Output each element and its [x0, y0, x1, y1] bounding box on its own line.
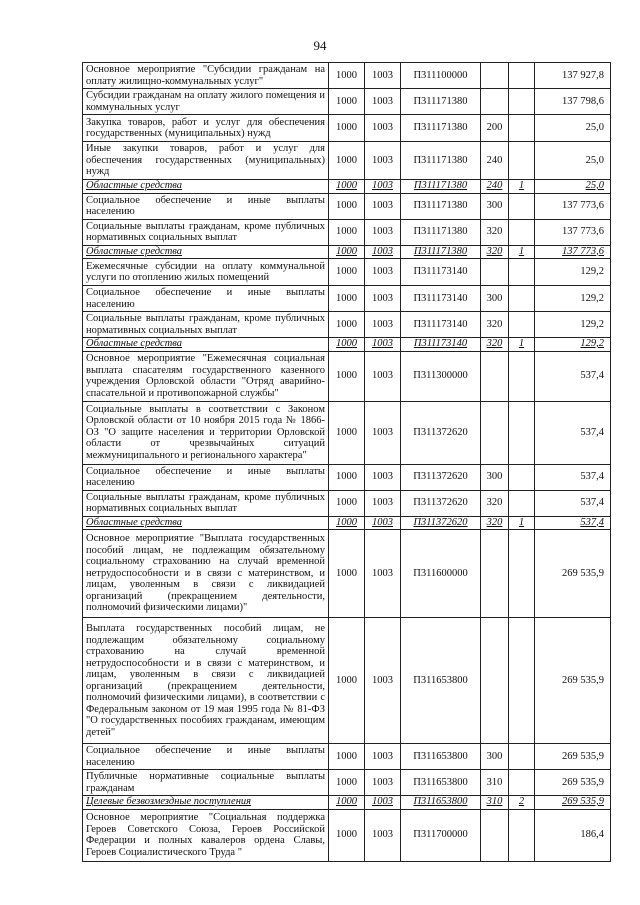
funding-source-cell	[509, 809, 535, 861]
subsection-cell: 1003	[365, 63, 401, 89]
funding-source-cell: 1	[509, 338, 535, 352]
expense-type-cell: 200	[481, 115, 509, 142]
funding-source-row	[83, 338, 611, 352]
item-name-cell: Основное мероприятие "Выплата государственных пособий лицам, не подлежащим обязательному социальному страхованию на случай временной нетрудоспособности и в связи с материнством, и лицам, уволенным в связи с ликвидацией организаций (прекращением деятельности, полномочий физическими лицами)"	[83, 530, 329, 618]
amount-cell: 537,4	[535, 401, 611, 464]
amount-cell: 137 773,6	[535, 245, 611, 259]
amount-cell: 129,2	[535, 312, 611, 338]
expense-type-cell	[481, 401, 509, 464]
subsection-cell: 1003	[365, 219, 401, 245]
funding-source-cell	[509, 490, 535, 516]
item-name-cell: Субсидии гражданам на оплату жилого помещения и коммунальных услуг	[83, 89, 329, 115]
amount-cell: 129,2	[535, 259, 611, 286]
table-row	[83, 142, 611, 180]
target-code-cell: П311171380	[401, 142, 481, 180]
table-row	[83, 401, 611, 464]
subsection-cell: 1003	[365, 351, 401, 401]
target-code-cell: П311372620	[401, 401, 481, 464]
target-code-cell: П311653800	[401, 618, 481, 744]
table-body	[83, 63, 611, 862]
funding-source-cell: 1	[509, 180, 535, 194]
item-name-cell: Социальные выплаты в соответствии с Законом Орловской области от 10 ноября 2015 года № 1866-ОЗ "О защите населения и территории Орловской области от чрезвычайных ситуаций межмуниципального и регионального характера"	[83, 401, 329, 464]
funding-source-cell	[509, 259, 535, 286]
funding-source-cell: 1	[509, 516, 535, 530]
expense-type-cell	[481, 89, 509, 115]
item-name-cell: Социальное обеспечение и иные выплаты населению	[83, 744, 329, 770]
target-code-cell: П311173140	[401, 259, 481, 286]
target-code-cell: П311372620	[401, 516, 481, 530]
section-cell: 1000	[329, 312, 365, 338]
target-code-cell: П311600000	[401, 530, 481, 618]
funding-source-cell	[509, 219, 535, 245]
amount-cell: 269 535,9	[535, 770, 611, 796]
item-name-cell: Социальное обеспечение и иные выплаты населению	[83, 193, 329, 219]
subsection-cell: 1003	[365, 89, 401, 115]
budget-table	[82, 62, 611, 862]
expense-type-cell: 320	[481, 245, 509, 259]
funding-source-cell	[509, 63, 535, 89]
subsection-cell: 1003	[365, 809, 401, 861]
funding-source-cell	[509, 193, 535, 219]
expense-type-cell: 320	[481, 338, 509, 352]
target-code-cell: П311171380	[401, 245, 481, 259]
section-cell: 1000	[329, 259, 365, 286]
amount-cell: 269 535,9	[535, 618, 611, 744]
funding-source-cell	[509, 770, 535, 796]
amount-cell: 137 927,8	[535, 63, 611, 89]
funding-source-cell	[509, 351, 535, 401]
expense-type-cell	[481, 351, 509, 401]
target-code-cell: П311700000	[401, 809, 481, 861]
item-name-cell: Социальное обеспечение и иные выплаты населению	[83, 464, 329, 490]
funding-source-cell	[509, 618, 535, 744]
amount-cell: 129,2	[535, 338, 611, 352]
funding-source-cell	[509, 744, 535, 770]
table-row	[83, 618, 611, 744]
amount-cell: 537,4	[535, 516, 611, 530]
expense-type-cell	[481, 618, 509, 744]
funding-source-cell: 2	[509, 796, 535, 810]
amount-cell: 537,4	[535, 464, 611, 490]
section-cell: 1000	[329, 193, 365, 219]
funding-source-cell	[509, 312, 535, 338]
table-row	[83, 351, 611, 401]
amount-cell: 186,4	[535, 809, 611, 861]
target-code-cell: П311300000	[401, 351, 481, 401]
section-cell: 1000	[329, 115, 365, 142]
subsection-cell: 1003	[365, 312, 401, 338]
section-cell: 1000	[329, 245, 365, 259]
target-code-cell: П311372620	[401, 464, 481, 490]
table-row	[83, 530, 611, 618]
subsection-cell: 1003	[365, 115, 401, 142]
table-row	[83, 89, 611, 115]
funding-source-row	[83, 516, 611, 530]
expense-type-cell: 240	[481, 180, 509, 194]
section-cell: 1000	[329, 286, 365, 312]
item-name-cell: Областные средства	[83, 516, 329, 530]
funding-source-cell	[509, 286, 535, 312]
expense-type-cell: 300	[481, 193, 509, 219]
table-row	[83, 312, 611, 338]
table-row	[83, 286, 611, 312]
amount-cell: 537,4	[535, 351, 611, 401]
expense-type-cell: 320	[481, 516, 509, 530]
funding-source-row	[83, 180, 611, 194]
table-row	[83, 219, 611, 245]
target-code-cell: П311173140	[401, 312, 481, 338]
expense-type-cell: 240	[481, 142, 509, 180]
funding-source-cell: 1	[509, 245, 535, 259]
section-cell: 1000	[329, 219, 365, 245]
table-row	[83, 770, 611, 796]
table-row	[83, 744, 611, 770]
section-cell: 1000	[329, 770, 365, 796]
subsection-cell: 1003	[365, 464, 401, 490]
section-cell: 1000	[329, 464, 365, 490]
page-number: 94	[313, 38, 327, 53]
table-row	[83, 809, 611, 861]
item-name-cell: Областные средства	[83, 245, 329, 259]
target-code-cell: П311173140	[401, 286, 481, 312]
item-name-cell: Социальные выплаты гражданам, кроме публичных нормативных социальных выплат	[83, 490, 329, 516]
expense-type-cell	[481, 63, 509, 89]
subsection-cell: 1003	[365, 142, 401, 180]
section-cell: 1000	[329, 89, 365, 115]
subsection-cell: 1003	[365, 286, 401, 312]
table-row	[83, 63, 611, 89]
target-code-cell: П311653800	[401, 744, 481, 770]
item-name-cell: Целевые безвозмездные поступления	[83, 796, 329, 810]
amount-cell: 269 535,9	[535, 530, 611, 618]
subsection-cell: 1003	[365, 744, 401, 770]
item-name-cell: Выплата государственных пособий лицам, не подлежащим обязательному социальному страхованию на случай временной нетрудоспособности и в связи с материнством, и лицам, уволенным в связи с ликвидацией организаций (прекращением деятельности, полномочий физическими лицами), в соответствии с Федеральным законом от 19 мая 1995 года № 81-ФЗ "О государственных пособиях гражданам, имеющим детей"	[83, 618, 329, 744]
item-name-cell: Социальные выплаты гражданам, кроме публичных нормативных социальных выплат	[83, 312, 329, 338]
expense-type-cell: 300	[481, 744, 509, 770]
amount-cell: 25,0	[535, 115, 611, 142]
amount-cell: 25,0	[535, 142, 611, 180]
subsection-cell: 1003	[365, 490, 401, 516]
subsection-cell: 1003	[365, 796, 401, 810]
funding-source-cell	[509, 464, 535, 490]
amount-cell: 129,2	[535, 286, 611, 312]
target-code-cell: П311171380	[401, 89, 481, 115]
amount-cell: 269 535,9	[535, 796, 611, 810]
funding-source-cell	[509, 89, 535, 115]
section-cell: 1000	[329, 516, 365, 530]
expense-type-cell: 310	[481, 770, 509, 796]
expense-type-cell: 300	[481, 286, 509, 312]
item-name-cell: Областные средства	[83, 338, 329, 352]
item-name-cell: Основное мероприятие "Социальная поддержка Героев Советского Союза, Героев Российской Федерации и полных кавалеров ордена Славы, Героев Социалистического Труда "	[83, 809, 329, 861]
subsection-cell: 1003	[365, 516, 401, 530]
amount-cell: 137 773,6	[535, 219, 611, 245]
subsection-cell: 1003	[365, 180, 401, 194]
table-row	[83, 259, 611, 286]
item-name-cell: Областные средства	[83, 180, 329, 194]
section-cell: 1000	[329, 338, 365, 352]
subsection-cell: 1003	[365, 530, 401, 618]
section-cell: 1000	[329, 796, 365, 810]
section-cell: 1000	[329, 618, 365, 744]
expense-type-cell: 320	[481, 490, 509, 516]
item-name-cell: Основное мероприятие "Ежемесячная социальная выплата спасателям государственного казенного учреждения Орловской области "Отряд аварийно-спасательной и противопожарной службы"	[83, 351, 329, 401]
expense-type-cell: 310	[481, 796, 509, 810]
amount-cell: 137 773,6	[535, 193, 611, 219]
item-name-cell: Иные закупки товаров, работ и услуг для обеспечения государственных (муниципальных) нужд	[83, 142, 329, 180]
expense-type-cell	[481, 530, 509, 618]
target-code-cell: П311100000	[401, 63, 481, 89]
section-cell: 1000	[329, 351, 365, 401]
amount-cell: 269 535,9	[535, 744, 611, 770]
funding-source-cell	[509, 530, 535, 618]
table-row	[83, 193, 611, 219]
funding-source-row	[83, 245, 611, 259]
funding-source-row	[83, 796, 611, 810]
target-code-cell: П311653800	[401, 770, 481, 796]
item-name-cell: Социальные выплаты гражданам, кроме публичных нормативных социальных выплат	[83, 219, 329, 245]
table-row	[83, 490, 611, 516]
target-code-cell: П311171380	[401, 219, 481, 245]
table-row	[83, 464, 611, 490]
funding-source-cell	[509, 115, 535, 142]
funding-source-cell	[509, 401, 535, 464]
expense-type-cell	[481, 259, 509, 286]
amount-cell: 137 798,6	[535, 89, 611, 115]
expense-type-cell	[481, 809, 509, 861]
section-cell: 1000	[329, 490, 365, 516]
section-cell: 1000	[329, 180, 365, 194]
subsection-cell: 1003	[365, 401, 401, 464]
expense-type-cell: 300	[481, 464, 509, 490]
item-name-cell: Основное мероприятие "Субсидии гражданам на оплату жилищно-коммунальных услуг"	[83, 63, 329, 89]
subsection-cell: 1003	[365, 618, 401, 744]
target-code-cell: П311171380	[401, 193, 481, 219]
item-name-cell: Закупка товаров, работ и услуг для обеспечения государственных (муниципальных) нужд	[83, 115, 329, 142]
amount-cell: 537,4	[535, 490, 611, 516]
section-cell: 1000	[329, 142, 365, 180]
expense-type-cell: 320	[481, 219, 509, 245]
target-code-cell: П311372620	[401, 490, 481, 516]
funding-source-cell	[509, 142, 535, 180]
section-cell: 1000	[329, 401, 365, 464]
table-row	[83, 115, 611, 142]
target-code-cell: П311171380	[401, 180, 481, 194]
item-name-cell: Публичные нормативные социальные выплаты гражданам	[83, 770, 329, 796]
subsection-cell: 1003	[365, 770, 401, 796]
target-code-cell: П311173140	[401, 338, 481, 352]
target-code-cell: П311171380	[401, 115, 481, 142]
item-name-cell: Социальное обеспечение и иные выплаты населению	[83, 286, 329, 312]
subsection-cell: 1003	[365, 245, 401, 259]
target-code-cell: П311653800	[401, 796, 481, 810]
expense-type-cell: 320	[481, 312, 509, 338]
subsection-cell: 1003	[365, 193, 401, 219]
subsection-cell: 1003	[365, 259, 401, 286]
item-name-cell: Ежемесячные субсидии на оплату коммунальной услуги по отоплению жилых помещений	[83, 259, 329, 286]
subsection-cell: 1003	[365, 338, 401, 352]
section-cell: 1000	[329, 63, 365, 89]
amount-cell: 25,0	[535, 180, 611, 194]
section-cell: 1000	[329, 530, 365, 618]
section-cell: 1000	[329, 809, 365, 861]
section-cell: 1000	[329, 744, 365, 770]
